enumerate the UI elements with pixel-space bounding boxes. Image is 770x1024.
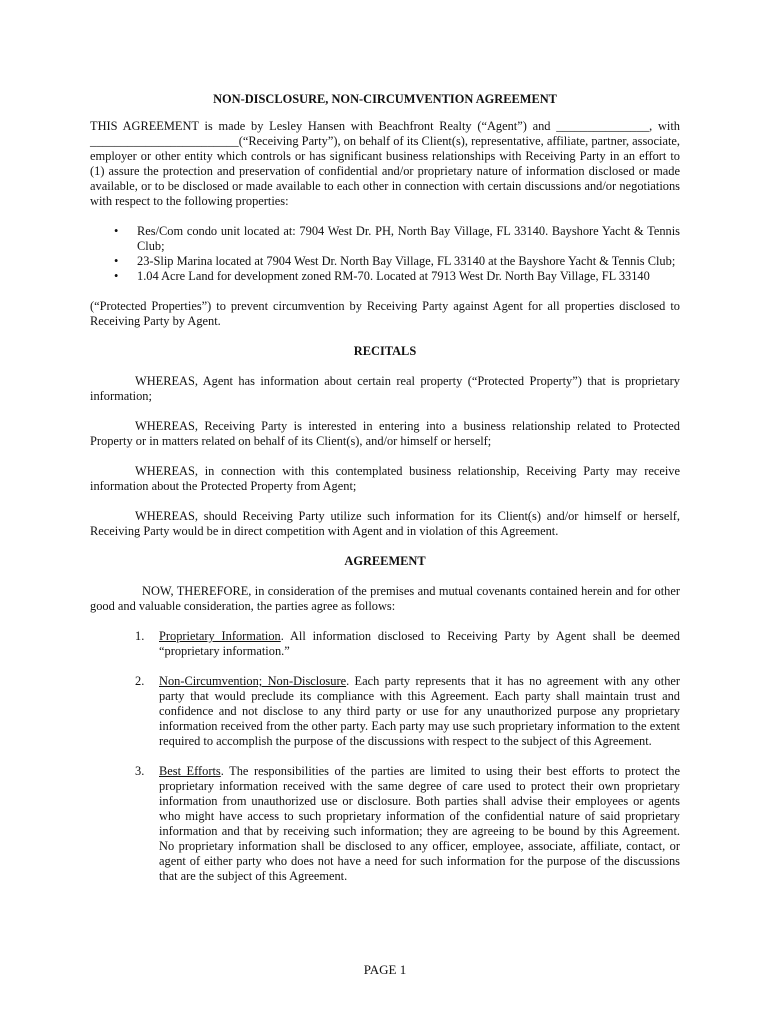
recitals-heading: RECITALS — [353, 344, 417, 358]
now-therefore-paragraph: NOW, THEREFORE, in consideration of the premises and mutual covenants contained herein and for other good and valuable consideration, the parties agree as follows: — [90, 584, 680, 613]
list-item — [90, 224, 680, 254]
property-text: 1.04 Acre Land for development zoned RM-70. Located at 7913 West Dr. North Bay Village, FL 33140 — [137, 269, 650, 283]
recital-paragraph: WHEREAS, Receiving Party is interested in entering into a business relationship related to Protected Property or in matters related on behalf of its Client(s), and/or himself or herself; — [90, 419, 680, 448]
clause-number: 3. — [135, 764, 145, 778]
property-text: Res/Com condo unit located at: 7904 West Dr. PH, North Bay Village, FL 33140. Bayshore Yacht & Tennis Club; — [137, 224, 680, 253]
document-title: NON-DISCLOSURE, NON-CIRCUMVENTION AGREEMENT — [213, 92, 557, 106]
clause-list — [90, 629, 680, 884]
clause-caption: Proprietary Information — [159, 629, 281, 643]
property-text: 23-Slip Marina located at 7904 West Dr. North Bay Village, FL 33140 at the Bayshore Yacht & Tennis Club; — [137, 254, 676, 268]
bullet-icon: • — [114, 254, 119, 268]
bullet-icon: • — [114, 269, 119, 283]
recital-paragraph: WHEREAS, in connection with this contemplated business relationship, Receiving Party may receive information about the Protected Property from Agent; — [90, 464, 680, 493]
bullet-icon: • — [114, 224, 119, 238]
list-item — [90, 269, 680, 284]
list-item — [90, 254, 680, 269]
page-number: PAGE 1 — [363, 962, 407, 977]
property-list — [90, 224, 680, 284]
clause-text: . Each party represents that it has no agreement with any other party that would preclude its compliance with this Agreement. Each party shall maintain trust and confidence and not disclose to any third party or use for any unauthorized purpose any proprietary information received from the other party. Each party may use such proprietary information to the extent required to accomplish the purpose of the discussions with respect to the subject of this Agreement. — [159, 674, 681, 748]
intro-paragraph: THIS AGREEMENT is made by Lesley Hansen with Beachfront Realty (“Agent”) and _______________, with ________________________(“Receiving Party”), on behalf of its Client(s), representative, affiliate, partner, associate, employer or other entity which controls or has significant business relationships with Receiving Party in an effort to (1) assure the protection and preservation of confidential and/or proprietary nature of information disclosed or made available, or to be disclosed or made available to each other in connection with certain discussions and/or negotiations with respect to the following properties: — [90, 119, 680, 208]
clause-caption: Best Efforts — [159, 764, 221, 778]
recital-paragraph: WHEREAS, should Receiving Party utilize such information for its Client(s) and/or himself or herself, Receiving Party would be in direct competition with Agent and in violation of this Agreement. — [90, 509, 680, 538]
document-page — [90, 92, 680, 899]
clause-text: . All information disclosed to Receiving Party by Agent shall be deemed “proprietary information.” — [159, 629, 680, 658]
clause-item — [90, 629, 680, 659]
agreement-heading: AGREEMENT — [344, 554, 426, 568]
recital-paragraph: WHEREAS, Agent has information about certain real property (“Protected Property”) that is proprietary information; — [90, 374, 680, 403]
clause-number: 2. — [135, 674, 145, 688]
clause-text: . The responsibilities of the parties are limited to using their best efforts to protect the proprietary information received with the same degree of care used to protect their own proprietary information from unauthorized use or disclosure. Both parties shall advise their employees or agents who might have access to such proprietary information of the confidential nature of said proprietary information and that by receiving such information; they are agreeing to be bound by this Agreement. No proprietary information shall be disclosed to any officer, employee, associate, affiliate, contact, or agent of either party who does not have a need for such information for the purpose of the discussions that are the subject of this Agreement. — [159, 764, 680, 883]
protected-properties-paragraph: (“Protected Properties”) to prevent circumvention by Receiving Party against Agent for all properties disclosed to Receiving Party by Agent. — [90, 299, 680, 328]
clause-number: 1. — [135, 629, 145, 643]
clause-caption: Non-Circumvention; Non-Disclosure — [159, 674, 347, 688]
clause-item — [90, 674, 680, 749]
clause-item — [90, 764, 680, 884]
